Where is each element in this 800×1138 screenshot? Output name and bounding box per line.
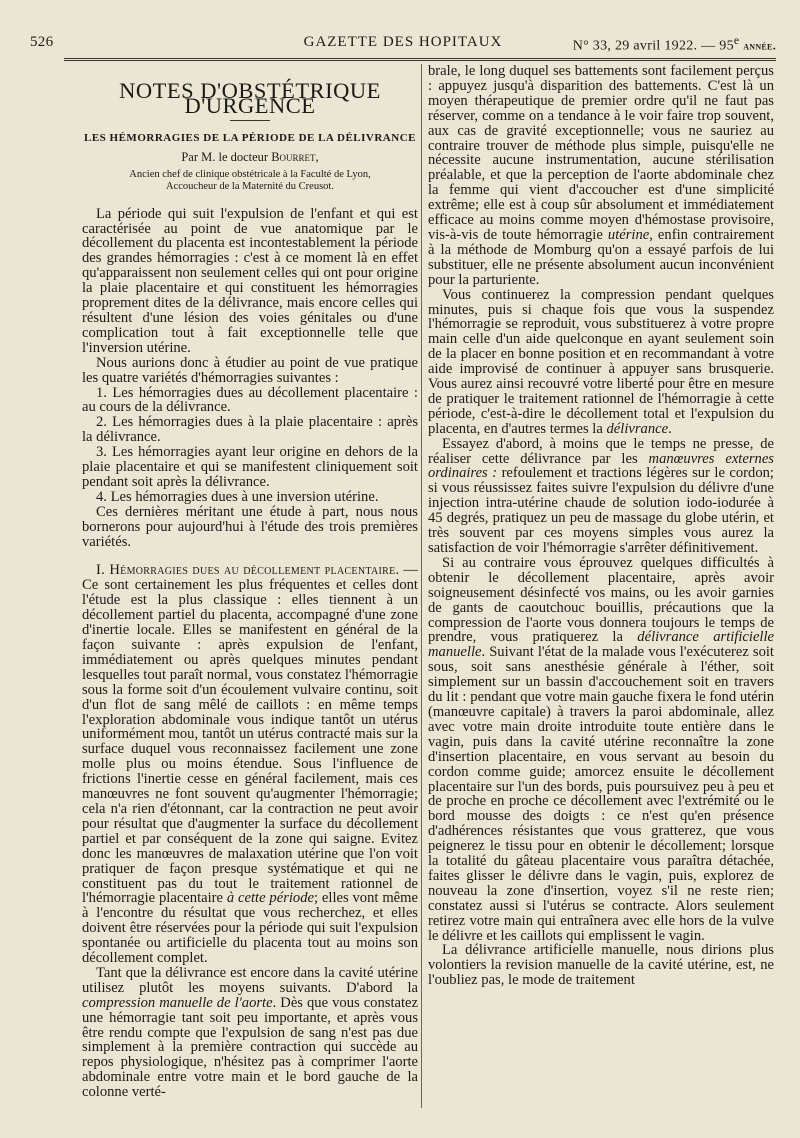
paragraph: La période qui suit l'expulsion de l'enfant et qui est caractérisée au point de vue anatomique par le décollement du placenta est incontestablement la période des grandes hémorragies : c'est à ce moment là en effet qu'apparaissent non seulement celles qui ont pour origine la plaie placentaire et qui constituent les hémorragies proprement dites de la délivrance, mais encore celles qui résultent d'une lésion des voies génitales ou d'une complication tout à fait exceptionnelle telle que l'inversion utérine. <box>82 205 418 356</box>
affiliation-line-2: Accoucheur de la Maternité du Creusot. <box>166 180 334 192</box>
byline <box>82 150 418 165</box>
paragraph <box>428 288 774 437</box>
paragraph <box>428 437 774 556</box>
paragraph-text: — Ce sont certainement les plus fréquentes et celles dont l'étude est la plus classique : elles tiennent à un décollement partiel du placenta, accompagné d'une zone d'inertie locale. Elles se manifestent en général de la façon suivante : après expulsion de l'enfant, immédiatement ou après quelques minutes pendant lesquelles tout paraît normal, vous constatez l'hémorragie sous la forme soit d'un écoulement vulvaire continu, soit d'un flot de sang mêlé de caillots : en même temps l'exploration abdominale vous indique tantôt un utérus uniformément mou, tantôt un utérus contracté mais sur la surface duquel vous reconnaissez facilement une zone molle plus ou moins étendue. Sous l'influence de frictions l'inertie cesse en général facilement, mais ces manœuvres ne font souvent qu'augmenter l'hémorragie; cela n'a rien d'étonnant, car la contraction ne peut avoir pour résultat que d'augmenter la surface du décollement partiel et par conséquent de la zone qui saigne. Evitez donc les manœuvres de malaxation utérine que l'on voit pratiquer de façon presque systématique et qui ne constituent pas du tout le traitement rationnel de l'hémorragie placentaire <box>82 562 418 907</box>
paragraph-text: . Dès que vous constatez une hémorragie tant soit peu importante, et après vous être rendu compte que l'expulsion de sang n'est pas due simplement à la première contraction qui succède au repos physiologique, n'hésitez pas à comprimer l'aorte abdominale entre votre main et le bord gauche de la colonne verté- <box>82 994 419 1101</box>
edition-number: 95 <box>719 38 734 54</box>
spacer <box>82 549 418 563</box>
section-heading: I. Hémorragies dues au décollement placentaire. <box>96 562 400 579</box>
emphasis: compression manuelle de l'aorte <box>82 994 273 1011</box>
emphasis: délivrance artificielle manuelle <box>428 629 775 661</box>
issue-date: N° 33, 29 avril 1922. — <box>572 38 716 54</box>
paragraph <box>428 64 774 288</box>
column-divider <box>421 64 422 1108</box>
paragraph <box>428 556 774 944</box>
list-item: 3. Les hémorragies ayant leur origine en dehors de la plaie placentaire et qui se manifestent cliniquement soit pendant soit après la délivrance. <box>82 444 418 490</box>
paragraph-text: , enfin contrairement à la méthode de Momburg qu'on a essayé parfois de lui substituer, elle ne présente absolument aucun inconvénient pour la parturiente. <box>428 226 775 288</box>
paragraph-text: Si au contraire vous éprouvez quelques difficultés à obtenir le décollement placentaire, après avoir soigneusement désinfecté vos mains, ou les avoir garnies de gants de caoutchouc bouillis, précautions que la compression de l'aorte vous donnera toujours le temps de prendre, vous pratiquerez la <box>428 554 774 646</box>
byline-prefix: Par M. le docteur <box>181 149 269 164</box>
section-paragraph <box>82 563 418 965</box>
paragraph-text: refoulement et tractions légères sur le cordon; si vous réussissez faites suivre l'expulsion du délivre d'une injection intra-utérine chaude de solution iodo-iodurée à 45 degrés, pratiquez un peu de massage du globe utérin, et très souvent par ces moyens simples vous aurez la satisfaction de voir l'hémorragie s'arrêter définitivement. <box>428 465 774 556</box>
paragraph: Ces dernières méritant une étude à part, nous nous bornerons pour aujourd'hui à l'étude des trois premières variétés. <box>82 503 418 550</box>
issue-info <box>573 34 776 55</box>
affiliation <box>82 169 418 193</box>
edition-word: année. <box>743 38 776 53</box>
emphasis: délivrance <box>606 420 669 437</box>
paragraph-text: ; elles vont même à l'encontre du résultat que vous recherchez, et elles doivent être réservées pour la période qui suit l'expulsion spontanée ou artificielle du placenta tout au moins son décollement complet. <box>82 890 418 967</box>
list-item: 2. Les hémorragies dues à la plaie placentaire : après la délivrance. <box>82 414 418 446</box>
running-head <box>30 34 776 54</box>
edition-suffix: e <box>733 34 740 47</box>
emphasis: manœuvres externes ordinaires : <box>428 450 774 482</box>
page-number: 526 <box>30 34 54 50</box>
paragraph <box>82 966 418 1100</box>
author-name: Bourret, <box>271 149 319 164</box>
article-subtitle: LES HÉMORRAGIES DE LA PÉRIODE DE LA DÉLIVRANCE <box>84 131 416 144</box>
paragraph-text: brale, le long duquel ses battements sont facilement perçus : appuyez jusqu'à disparition des battements. C'est là un moyen thérapeutique de premier ordre qu'il ne faut pas réserver, comme on a tendance à le voir faire trop souvent, aux cas de gravité exceptionnelle; vous ne sauriez au contraire trouver de méthode plus simple, puisqu'elle ne nécessite aucune instrumentation, aucune stérilisation préalable, et que la perception de l'aorte abdominale chez la femme qui vient d'accoucher est d'une simplicité extrême; elle est à coup sûr absolument et immédiatement efficace au moins comme moyen d'hémostase provisoire, vis-à-vis de toute hémorragie <box>428 63 774 243</box>
paragraph-text: . <box>668 420 672 437</box>
title-rule <box>230 120 270 121</box>
paragraph-text: Tant que la délivrance est encore dans la cavité utérine utilisez plutôt les moyens suivants. D'abord la <box>82 964 418 996</box>
right-column <box>428 64 774 988</box>
list-item: 1. Les hémorragies dues au décollement placentaire : au cours de la délivrance. <box>82 384 418 416</box>
header-rule <box>64 58 776 61</box>
paragraph-text: . Suivant l'état de la malade vous l'exécuterez soit sous, soit sans anesthésie générale à l'éther, soit simplement sur un bassin d'accouchement soit en travers du lit : pendant que votre main gauche fixera le fond utérin (manœuvre capitale) à travers la paroi abdominale, allez avec votre main droite introduite toute entière dans le vagin, puis dans la cavité utérine reconnaître la zone d'insertion placentaire, en vous servant au besoin du cordon comme guide; amorcez ensuite le décollement placentaire sur l'un des bords, puis poursuivez peu à peu et de proche en proche ce décollement avec l'extrémité ou le bord mousse des doigts : ce n'est qu'en présence d'adhérences résistantes que vous gratterez, que vous peignerez le tissu pour en obtenir le décollement; lorsque la totalité du gâteau placentaire vous paraîtra détachée, faites glisser le délivre dans le vagin, puis, explorez de nouveau la zone d'insertion, voyez s'il ne reste rien; constatez aussi si l'utérus se contracte. Alors seulement retirez votre main qui entraînera avec elle hors de la vulve le délivre et les caillots qui emplissent le vagin. <box>428 644 774 944</box>
journal-title: GAZETTE DES HOPITAUX <box>303 34 503 50</box>
list-item: 4. Les hémorragies dues à une inversion utérine. <box>96 488 379 505</box>
paragraph: La délivrance artificielle manuelle, nous dirions plus volontiers la revision manuelle de la cavité utérine, est, ne l'oubliez pas, le mode de traitement <box>428 942 774 989</box>
emphasis: utérine <box>607 226 650 243</box>
paragraph-text: Vous continuerez la compression pendant quelques minutes, puis si chaque fois que vous la suspendez l'hémorragie se reproduit, vous substituerez à votre propre main celle d'un aide quelconque en ayant seulement soin de la placer en bonne position et en recommandant à votre aide improvisé de continuer à appuyer sans brusquerie. Vous aurez ainsi recouvré votre liberté pour être en mesure de pratiquer le traitement rationnel de l'hémorragie à cette période, c'est-à-dire le décollement total et l'expulsion du placenta, en d'autres termes la <box>428 286 774 437</box>
paragraph-text: Essayez d'abord, à moins que le temps ne presse, de réaliser cette délivrance par les <box>428 435 774 467</box>
affiliation-line-1: Ancien chef de clinique obstétricale à la Faculté de Lyon, <box>129 168 371 180</box>
article-title: NOTES D'OBSTÉTRIQUE D'URGENCE <box>119 78 381 118</box>
emphasis: à cette période <box>226 890 314 907</box>
left-column <box>82 64 418 1100</box>
paragraph: Nous aurions donc à étudier au point de vue pratique les quatre variétés d'hémorragies suivantes : <box>82 354 418 386</box>
